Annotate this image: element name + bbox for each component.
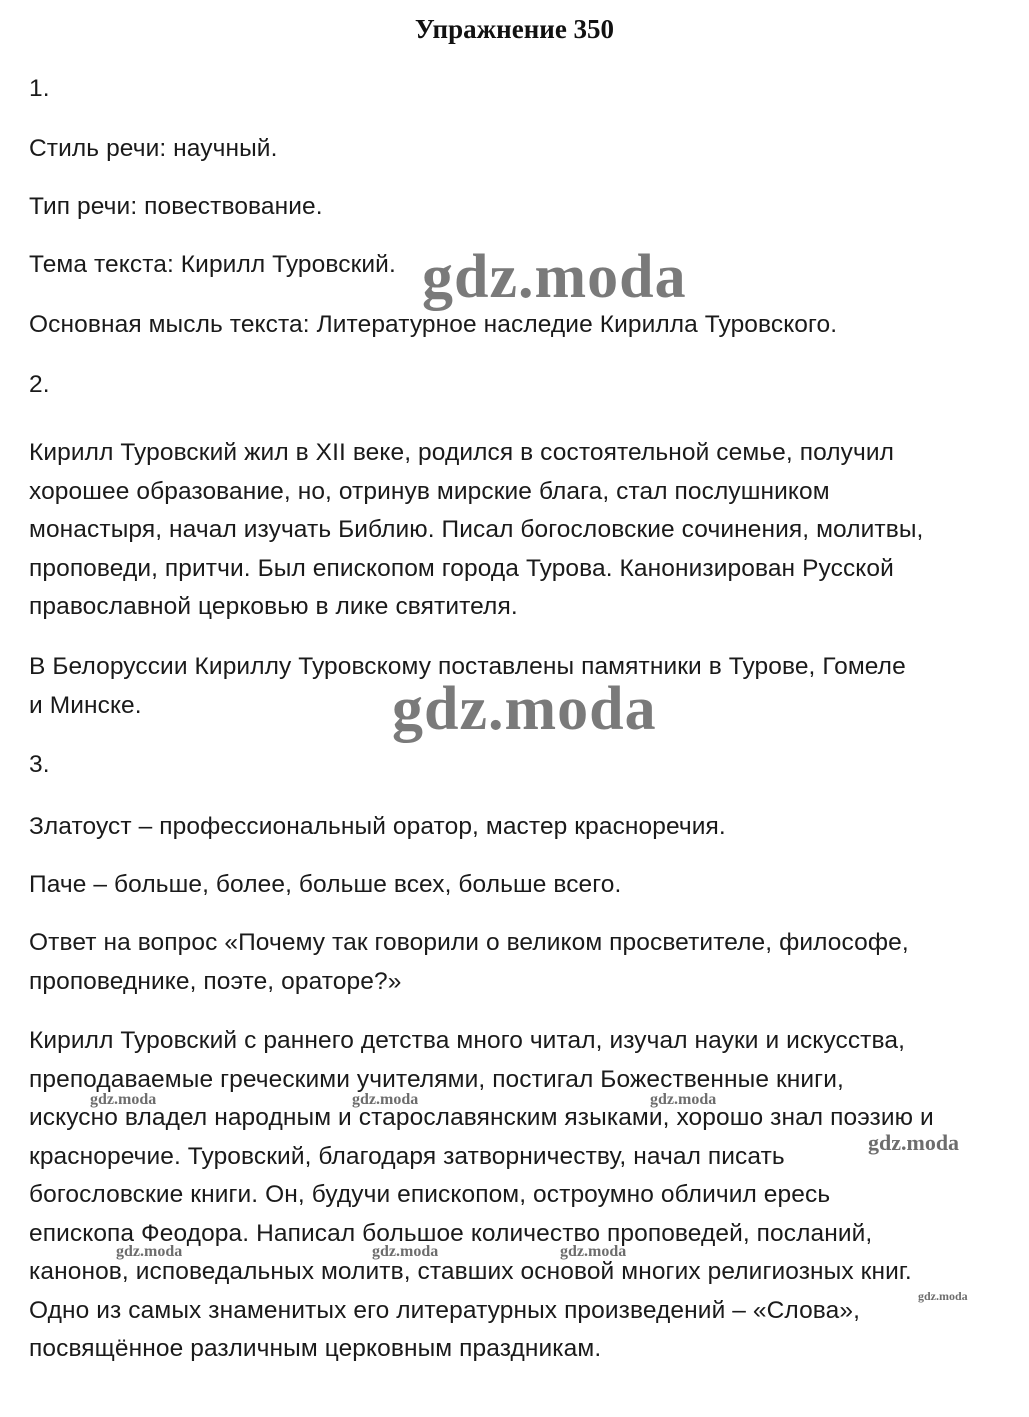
text-line: красноречие. Туровский, благодаря затворничеству, начал писать [29,1142,785,1170]
text-line: православной церковью в лике святителя. [29,593,518,620]
watermark-logo: gdz.moda [560,1243,627,1260]
text-line: Кирилл Туровский жил в XII веке, родился в состоятельной семье, получил [29,439,895,466]
text-line: искусно владел народным и старославянским языками, хорошо знал поэзию и [29,1104,934,1131]
text-line: преподаваемые греческими учителями, постигал Божественные книги, [29,1065,844,1093]
text-line: Одно из самых знаменитых его литературных произведений – «Слова», [29,1296,861,1324]
speech-type: Тип речи: повествование. [29,193,323,220]
main-idea: Основная мысль текста: Литературное наследие Кирилла Туровского. [29,311,838,338]
definition-pache: Паче – больше, более, больше всех, больше всего. [29,871,622,898]
page-title: Упражнение 350 [414,14,615,44]
section-2-number: 2. [29,371,50,398]
text-line: епископа Феодора. Написал большое количество проповедей, посланий, [29,1219,873,1247]
text-theme: Тема текста: Кирилл Туровский. [29,251,396,278]
watermark-logo: gdz.moda [116,1243,183,1260]
watermark-logo: gdz.moda [868,1130,960,1155]
watermark-logo: gdz.moda [352,1091,419,1108]
text-line: В Белоруссии Кириллу Туровскому поставлены памятники в Турове, Гомеле [29,653,906,680]
text-line: посвящённое различным церковным праздникам. [29,1335,602,1362]
text-line: канонов, исповедальных молитв, ставших основой многих религиозных книг. [29,1258,912,1285]
watermark-logo: gdz.moda [90,1091,157,1108]
text-line: проповеднике, поэте, ораторе?» [29,967,402,995]
answer-block [29,1022,1014,1369]
speech-style: Стиль речи: научный. [29,135,278,162]
text-line: проповеди, притчи. Был епископом города Турова. Канонизирован Русской [29,554,894,582]
watermark-logo: gdz.moda [650,1091,717,1108]
text-line: хорошее образование, но, отринув мирские блага, стал послушником [29,477,830,505]
section-3-number: 3. [29,751,50,778]
text-line: богословские книги. Он, будучи епископом, остроумно обличил ересь [29,1181,831,1208]
watermark-logo: gdz.moda [372,1243,439,1260]
text-line: Кирилл Туровский с раннего детства много читал, изучал науки и искусства, [29,1027,905,1054]
text-line: и Минске. [29,691,142,719]
section-1-number: 1. [29,75,50,102]
text-line: монастыря, начал изучать Библию. Писал богословские сочинения, молитвы, [29,516,924,543]
text-line: Ответ на вопрос «Почему так говорили о великом просветителе, философе, [29,929,909,956]
watermark-logo: gdz.moda [918,1289,968,1303]
watermark-logo: gdz.moda [392,675,657,743]
watermark-logo: gdz.moda [422,243,687,311]
definition-zlatoust: Златоуст – профессиональный оратор, мастер красноречия. [29,813,726,840]
question-block [29,924,1014,1001]
paragraph-biography [29,434,1014,627]
